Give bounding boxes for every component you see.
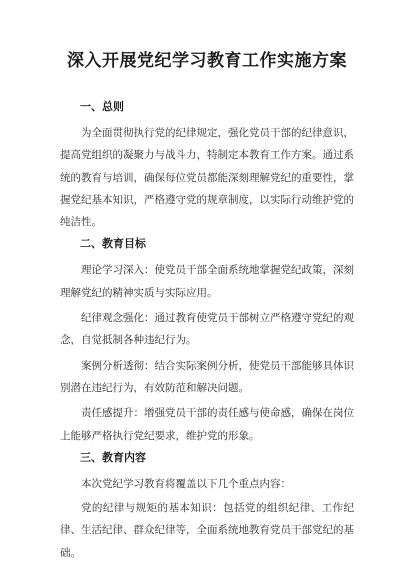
section-heading-goals: 二、教育目标 [80, 237, 146, 251]
paragraph-content-intro: 本次党纪学习教育将覆盖以下几个重点内容： [81, 477, 291, 490]
section-heading-general: 一、总则 [80, 100, 124, 113]
section-content [60, 450, 354, 564]
paragraph-goal-responsibility: 责任感提升：增强党员干部的责任感与使命感，确保在岗位上能够严格执行党纪要求，维护党的形象。 [60, 407, 354, 442]
paragraph-content-basics: 党的纪律与规矩的基本知识：包括党的组织纪律、工作纪律、生活纪律、群众纪律等，全面系统地教育党员干部党纪的基础。 [60, 502, 354, 559]
document-title: 深入开展党纪学习教育工作实施方案 [67, 51, 347, 71]
paragraph-goal-cases: 案例分析透彻：结合实际案例分析，使党员干部能够具体识别潜在违纪行为，有效防范和解决问题。 [60, 359, 354, 394]
section-heading-content: 三、教育内容 [80, 450, 146, 464]
paragraph-goal-theory: 理论学习深入：使党员干部全面系统地掌握党纪政策，深刻理解党纪的精神实质与实际应用。 [60, 264, 354, 299]
paragraph-goal-discipline: 纪律观念强化：通过教育使党员干部树立严格遵守党纪的观念，自觉抵制各种违纪行为。 [60, 312, 354, 347]
section-goals [60, 236, 354, 446]
section-general [60, 99, 354, 233]
paragraph-general-purpose: 为全面贯彻执行党的纪律规定，强化党员干部的纪律意识，提高党组织的凝聚力与战斗力，特制定本教育工作方案。通过系统的教育与培训，确保每位党员都能深刻理解党纪的重要性，掌握党纪基本知识，严格遵守党的规章制度，以实际行动维护党的纯洁性。 [60, 127, 354, 229]
